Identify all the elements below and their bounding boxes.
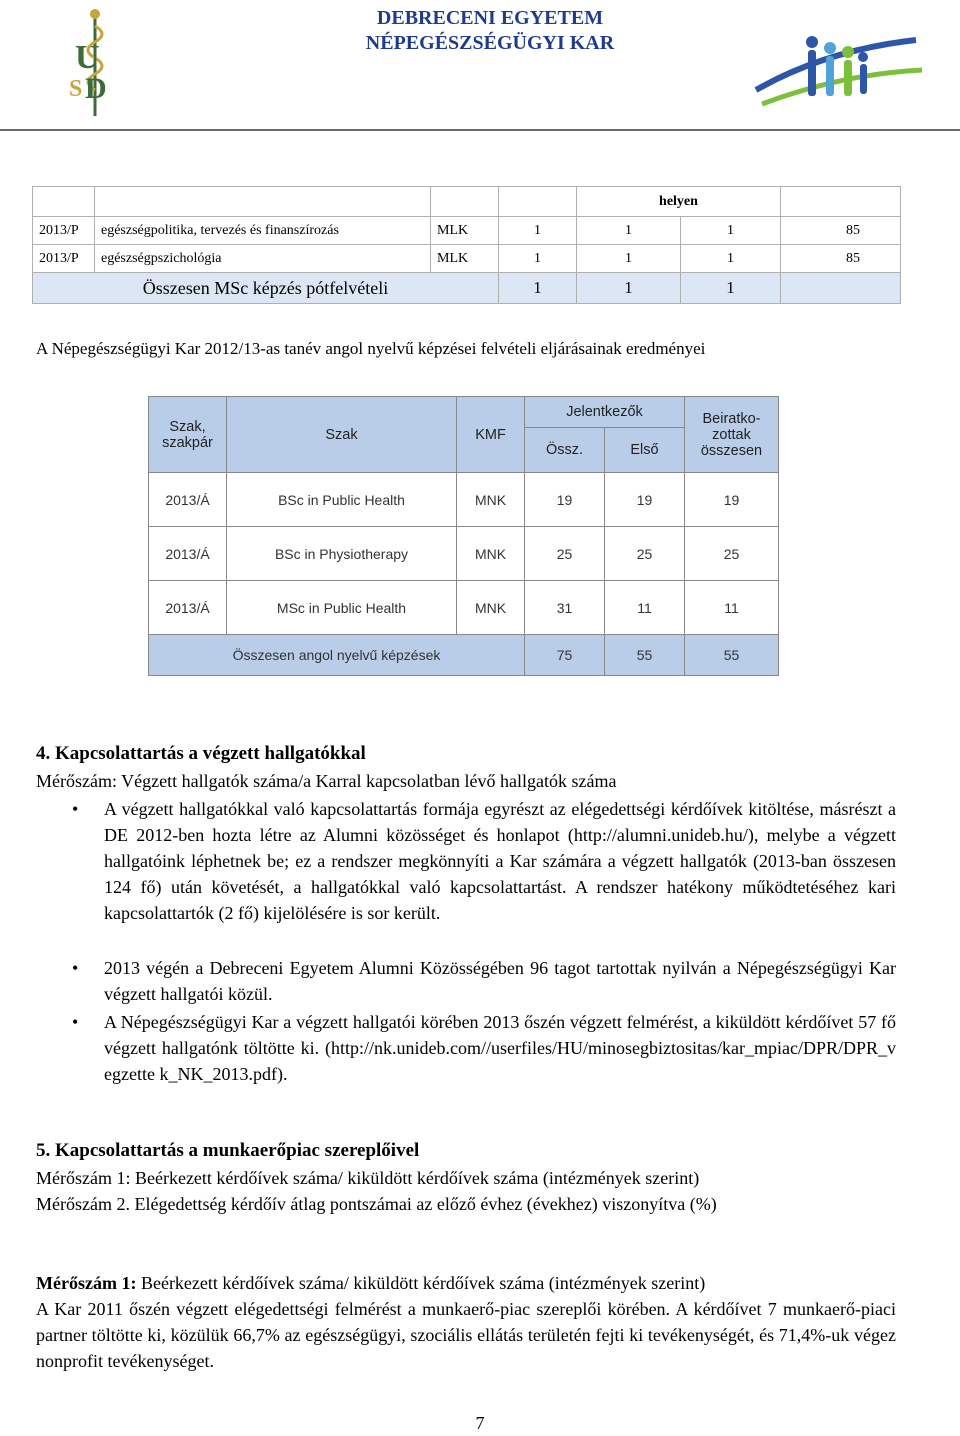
section-5-metric-1-repeat — [36, 1270, 896, 1296]
header-university: DEBRECENI EGYETEM — [376, 7, 604, 29]
table-row — [149, 527, 779, 581]
header-faculty: NÉPEGÉSZSÉGÜGYI KAR — [365, 32, 615, 54]
cell-program: BSc in Physiotherapy — [227, 527, 457, 581]
metric-text: Beérkezett kérdőívek száma/ kiküldött kérdőívek száma (intézmények szerint) — [136, 1273, 706, 1293]
cell-type: MLK — [431, 245, 499, 273]
svg-text:U: U — [75, 39, 100, 76]
svg-text:D: D — [85, 72, 107, 105]
cell-elso: 11 — [605, 581, 685, 635]
page-header-title — [250, 6, 730, 56]
section-4-heading: 4. Kapcsolattartás a végzett hallgatókkal — [36, 743, 366, 764]
cell-value: 85 — [781, 217, 901, 245]
header-elso: Első — [605, 428, 685, 473]
table-row — [33, 245, 901, 273]
cell-elso: 25 — [605, 527, 685, 581]
list-item: A Népegészségügyi Kar a végzett hallgatói körében 2013 őszén végzett felmérést, a kiküldött kérdőívet 57 fő végzett hallgatónk töltötte ki. (http://nk.unideb.com//userfiles/HU/minosegbiztositas/kar_mpiac/DPR/DPR_vegzette k_NK_2013.pdf). — [104, 1012, 896, 1084]
cell-program: MSc in Public Health — [227, 581, 457, 635]
header-ossz: Össz. — [525, 428, 605, 473]
bullet-icon: • — [72, 799, 79, 819]
total-beir: 55 — [685, 635, 779, 676]
cell-ossz: 19 — [525, 473, 605, 527]
header-szak-szakpar: Szak, szakpár — [149, 397, 227, 473]
table-caption: A Népegészségügyi Kar 2012/13-as tanév angol nyelvű képzései felvételi eljárásainak eredményei — [36, 339, 706, 358]
cell-value: 85 — [781, 245, 901, 273]
total-label: Összesen angol nyelvű képzések — [149, 635, 525, 676]
cell-beir: 19 — [685, 473, 779, 527]
total-elso: 55 — [605, 635, 685, 676]
cell-year: 2013/P — [33, 217, 95, 245]
cell-ossz: 25 — [525, 527, 605, 581]
table-total-row — [149, 635, 779, 676]
cell-program: egészségpszichológia — [95, 245, 431, 273]
header-szak: Szak — [227, 397, 457, 473]
cell-program: egészségpolitika, tervezés és finanszírozás — [95, 217, 431, 245]
cell-value: 1 — [577, 217, 681, 245]
page-number: 7 — [475, 1413, 485, 1433]
table-row — [149, 581, 779, 635]
section-5-metric-1: Mérőszám 1: Beérkezett kérdőívek száma/ kiküldött kérdőívek száma (intézmények szerint) — [36, 1168, 700, 1188]
cell-year: 2013/Á — [149, 473, 227, 527]
msc-admission-table — [32, 186, 901, 304]
metric-label: Mérőszám 1: — [36, 1273, 137, 1293]
table-row — [33, 217, 901, 245]
header-kmf: KMF — [457, 397, 525, 473]
cell-kmf: MNK — [457, 473, 525, 527]
section-5-metric-2: Mérőszám 2. Elégedettség kérdőív átlag pontszámai az előző évhez (évekhez) viszonyítva (%) — [36, 1194, 717, 1214]
cell-type: MLK — [431, 217, 499, 245]
header-beiratkozottak: Beiratko-zottak összesen — [685, 397, 779, 473]
english-programs-table — [148, 396, 779, 676]
column-header: helyen — [577, 187, 781, 217]
header-jelentkezok: Jelentkezők — [525, 397, 685, 428]
cell-value: 1 — [577, 245, 681, 273]
cell-value: 1 — [681, 245, 781, 273]
cell-beir: 25 — [685, 527, 779, 581]
table-header-row — [33, 187, 901, 217]
header-divider — [0, 129, 960, 131]
total-value: 1 — [681, 273, 781, 304]
total-value: 1 — [499, 273, 577, 304]
section-4-metric: Mérőszám: Végzett hallgatók száma/a Karral kapcsolatban lévő hallgatók száma — [36, 771, 617, 791]
cell-year: 2013/Á — [149, 581, 227, 635]
bullet-icon: • — [72, 1012, 79, 1032]
university-seal-icon — [55, 6, 135, 126]
section-5-heading: 5. Kapcsolattartás a munkaerőpiac szereplőivel — [36, 1140, 420, 1161]
cell-year: 2013/P — [33, 245, 95, 273]
cell-value: 1 — [499, 245, 577, 273]
bullet-icon: • — [72, 958, 79, 978]
cell-elso: 19 — [605, 473, 685, 527]
cell-kmf: MNK — [457, 527, 525, 581]
cell-value: 1 — [499, 217, 577, 245]
total-ossz: 75 — [525, 635, 605, 676]
section-5-paragraph: A Kar 2011 őszén végzett elégedettségi felmérést a munkaerő-piac szereplői körében. A kérdőívet 7 munkaerő-piaci partner töltötte ki, közülük 66,7% az egészségügyi, szociális ellátás területén fejti ki tevékenységét, és 71,4%-uk végez nonprofit tevékenységet. — [36, 1299, 896, 1371]
cell-year: 2013/Á — [149, 527, 227, 581]
list-item: A végzett hallgatókkal való kapcsolattartás formája egyrészt az elégedettségi kérdőívek kitöltése, másrészt a DE 2012-ben hozta létre az Alumni közösséget és honlapot (http://alumni.unideb.hu/), melybe a végzett hallgatóink léphetnek be; ez a rendszer megkönnyíti a Kar számára a végzett hallgatók (2013-ban összesen 124 fő) után követését, a hallgatókkal való kapcsolattartást. A rendszer hatékony működtetéséhez kari kapcsolattartók (2 fő) kijelölésére is sor került. — [104, 799, 896, 923]
total-label: Összesen MSc képzés pótfelvételi — [33, 273, 499, 304]
table-total-row — [33, 273, 901, 304]
cell-kmf: MNK — [457, 581, 525, 635]
table-row — [149, 473, 779, 527]
list-item: 2013 végén a Debreceni Egyetem Alumni Közösségében 96 tagot tartottak nyilván a Népegészségügyi Kar végzett hallgatói közül. — [104, 958, 896, 1004]
cell-ossz: 31 — [525, 581, 605, 635]
svg-text:S: S — [69, 76, 83, 102]
cell-program: BSc in Public Health — [227, 473, 457, 527]
cell-beir: 11 — [685, 581, 779, 635]
cell-value: 1 — [681, 217, 781, 245]
total-value: 1 — [577, 273, 681, 304]
faculty-logo-icon — [752, 30, 927, 110]
